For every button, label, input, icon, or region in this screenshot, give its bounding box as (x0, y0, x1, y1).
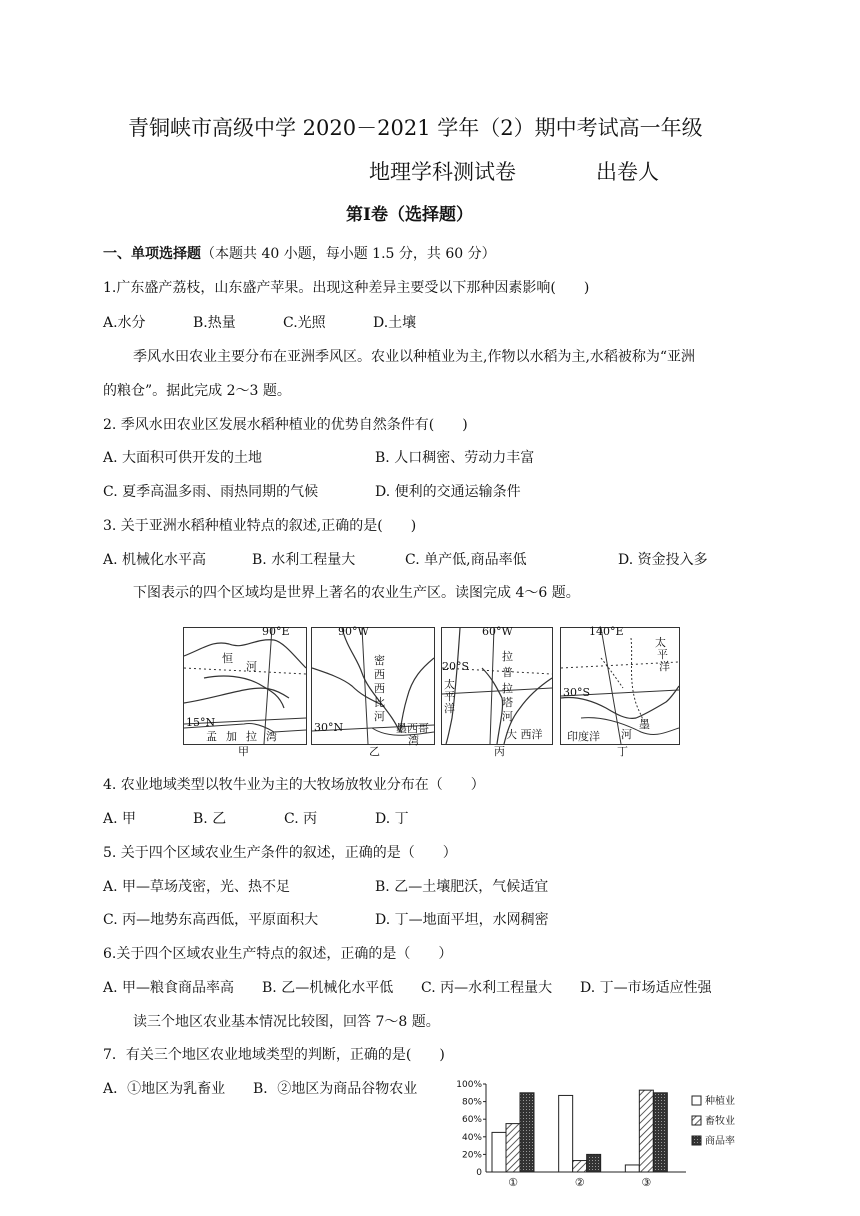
q7-stem: 7．有关三个地区农业地域类型的判断，正确的是( ) (103, 1047, 445, 1063)
q2-stem: 2. 季风水田农业区发展水稻种植业的优势自然条件有( ) (103, 417, 468, 433)
q5-option-c: C. 丙—地势东高西低，平原面积大 (103, 912, 319, 928)
map-yi-label-miss4: 比 (374, 696, 385, 709)
bar-1-1 (492, 1132, 506, 1172)
q4-stem: 4. 农业地域类型以牧牛业为主的大牧场放牧业分布在（ ） (103, 777, 485, 793)
map-jia-caption: 甲 (238, 745, 249, 758)
q3-option-b: B. 水利工程量大 (252, 552, 356, 568)
q6-option-c: C. 丙—水利工程量大 (421, 980, 553, 996)
map-ding-label-pac1: 太 (655, 636, 666, 649)
q2-option-b: B. 人口稠密、劳动力丰富 (375, 450, 535, 466)
y-tick-label: 40% (461, 1132, 482, 1143)
chart-legend (692, 1094, 735, 1147)
map-ding-label-pac3: 洋 (659, 660, 670, 673)
material1-line1: 季风水田农业主要分布在亚洲季风区。农业以种植业为主,作物以水稻为主,水稻被称为“亚洲 (133, 349, 696, 365)
map-yi-caption: 乙 (369, 745, 380, 758)
map-jia-label-lon: 90°E (262, 625, 290, 638)
q5-option-d: D. 丁—地面平坦，水网稠密 (375, 912, 549, 928)
map-bing-label-plata1: 拉 (502, 650, 513, 663)
map-yi-label-miss3: 西 (374, 682, 385, 695)
map-ding-label-murray1: 墨 (639, 718, 650, 731)
q5-option-a: A. 甲—草场茂密，光、热不足 (103, 879, 291, 895)
map-jia-label-bay3: 拉 (246, 730, 257, 743)
x-category-label: ③ (641, 1176, 652, 1189)
q6-option-d: D. 丁—市场适应性强 (580, 980, 712, 996)
exam-title-line2: 地理学科测试卷 (369, 160, 516, 184)
material3-line1: 读三个地区农业基本情况比较图，回答 7～8 题。 (133, 1014, 440, 1030)
q2-option-d: D. 便利的交通运输条件 (375, 484, 521, 500)
q1-option-b: B.热量 (193, 315, 236, 331)
map-yi-label-lon: 90°W (338, 625, 369, 638)
bar-3-3 (653, 1093, 667, 1172)
q3-option-a: A. 机械化水平高 (103, 552, 207, 568)
y-tick-label: 80% (461, 1097, 482, 1108)
map-jia (183, 627, 307, 745)
map-yi-label-miss5: 河 (374, 710, 385, 723)
legend-swatch (692, 1136, 701, 1145)
map-bing-label-plata5: 河 (502, 710, 513, 723)
material2-line1: 下图表示的四个区域均是世界上著名的农业生产区。读图完成 4～6 题。 (133, 585, 580, 601)
map-ding-label-lon: 140°E (589, 625, 624, 638)
q3-stem: 3. 关于亚洲水稻种植业特点的叙述,正确的是( ) (103, 518, 417, 534)
q5-stem: 5. 关于四个区域农业生产条件的叙述，正确的是（ ） (103, 845, 457, 861)
q4-option-b: B. 乙 (193, 811, 227, 827)
q4-option-c: C. 丙 (284, 811, 318, 827)
bar-2-1 (506, 1124, 520, 1172)
bar-2-3 (639, 1090, 653, 1172)
map-bing-caption: 丙 (494, 745, 505, 758)
q3-option-d: D. 资金投入多 (618, 552, 708, 568)
map-bing-label-plata3: 拉 (502, 682, 513, 695)
legend-label: 商品率 (705, 1136, 735, 1147)
map-yi-label-lat: 30°N (314, 721, 344, 734)
map-bing-label-pac3: 洋 (444, 702, 455, 715)
map-jia-label-ganges1: 恒 (222, 652, 233, 665)
q1-stem: 1.广东盛产荔枝，山东盛产苹果。出现这种差异主要受以下那种因素影响( ) (103, 280, 590, 296)
legend-label: 畜牧业 (705, 1116, 735, 1127)
y-tick-label: 100% (456, 1080, 482, 1090)
map-yi-label-gulf1: 墨西哥 (396, 722, 429, 735)
q6-stem: 6.关于四个区域农业生产特点的叙述，正确的是（ ） (103, 946, 453, 962)
q4-option-d: D. 丁 (375, 811, 409, 827)
bar-3-1 (520, 1093, 534, 1172)
map-ding-label-indian: 印度洋 (567, 730, 600, 743)
bar-1-2 (559, 1095, 573, 1172)
q1-option-a: A.水分 (103, 315, 146, 331)
section-heading (103, 246, 496, 262)
map-bing-label-pac1: 太 (444, 678, 455, 691)
map-yi-label-miss2: 西 (374, 668, 385, 681)
map-bing-label-lon: 60°W (482, 625, 513, 638)
map-jia-label-ganges2: 河 (246, 660, 257, 673)
map-bing-label-lat: 20°S (442, 660, 470, 673)
agriculture-bar-chart (450, 1072, 750, 1192)
q6-option-a: A. 甲—粮食商品率高 (103, 980, 235, 996)
bar-3-2 (587, 1154, 601, 1172)
volume-title: 第Ⅰ卷（选择题） (346, 205, 473, 225)
material1-line2: 的粮仓”。据此完成 2～3 题。 (103, 383, 291, 399)
map-ding-label-lat: 30°S (563, 686, 591, 699)
q1-option-c: C.光照 (283, 315, 326, 331)
q5-option-b: B. 乙—土壤肥沃，气候适宜 (375, 879, 549, 895)
map-bing-label-plata4: 塔 (502, 696, 513, 709)
map-yi (311, 627, 435, 745)
map-jia-label-bay1: 孟 (206, 730, 217, 743)
map-bing-label-plata2: 普 (502, 666, 513, 679)
map-jia-label-lat: 15°N (186, 716, 216, 729)
map-bing-label-pac2: 平 (444, 690, 455, 703)
chart-bars (492, 1090, 667, 1189)
q7-option-a: A．①地区为乳畜业 (103, 1081, 226, 1097)
map-ding-label-murray2: 河 (621, 728, 632, 741)
y-tick-label: 20% (461, 1150, 482, 1161)
map-ding-caption: 丁 (617, 745, 628, 758)
map-yi-label-gulf2: 湾 (408, 734, 419, 747)
legend-swatch (692, 1116, 701, 1125)
y-tick-label: 60% (461, 1115, 482, 1126)
legend-label: 种植业 (705, 1096, 735, 1107)
q7-option-b: B．②地区为商品谷物农业 (253, 1081, 418, 1097)
section-heading-label: 一、单项选择题 (103, 246, 201, 262)
map-ding-label-pac2: 平 (657, 648, 668, 661)
exam-title-line1: 青铜峡市高级中学 2020－2021 学年（2）期中考试高一年级 (128, 116, 703, 140)
q1-option-d: D.土壤 (373, 315, 417, 331)
bar-2-2 (573, 1161, 587, 1172)
x-category-label: ② (574, 1176, 585, 1189)
section-heading-note: （本题共 40 小题，每小题 1.5 分，共 60 分） (201, 246, 496, 262)
q2-option-c: C. 夏季高温多雨、雨热同期的气候 (103, 484, 319, 500)
map-jia-label-bay4: 湾 (266, 730, 277, 743)
q3-option-c: C. 单产低,商品率低 (405, 552, 527, 568)
y-tick-label: 0 (476, 1168, 482, 1178)
map-bing-label-atlantic: 大 西洋 (506, 728, 543, 741)
q2-option-a: A. 大面积可供开发的土地 (103, 450, 263, 466)
legend-swatch (692, 1096, 701, 1105)
map-bing (441, 627, 553, 745)
map-yi-label-miss1: 密 (374, 654, 385, 667)
q4-option-a: A. 甲 (103, 811, 137, 827)
exam-author-label: 出卷人 (596, 160, 659, 184)
bar-1-3 (625, 1165, 639, 1172)
map-ding (560, 627, 680, 745)
q6-option-b: B. 乙—机械化水平低 (262, 980, 394, 996)
map-jia-label-bay2: 加 (226, 730, 237, 743)
x-category-label: ① (508, 1176, 518, 1189)
